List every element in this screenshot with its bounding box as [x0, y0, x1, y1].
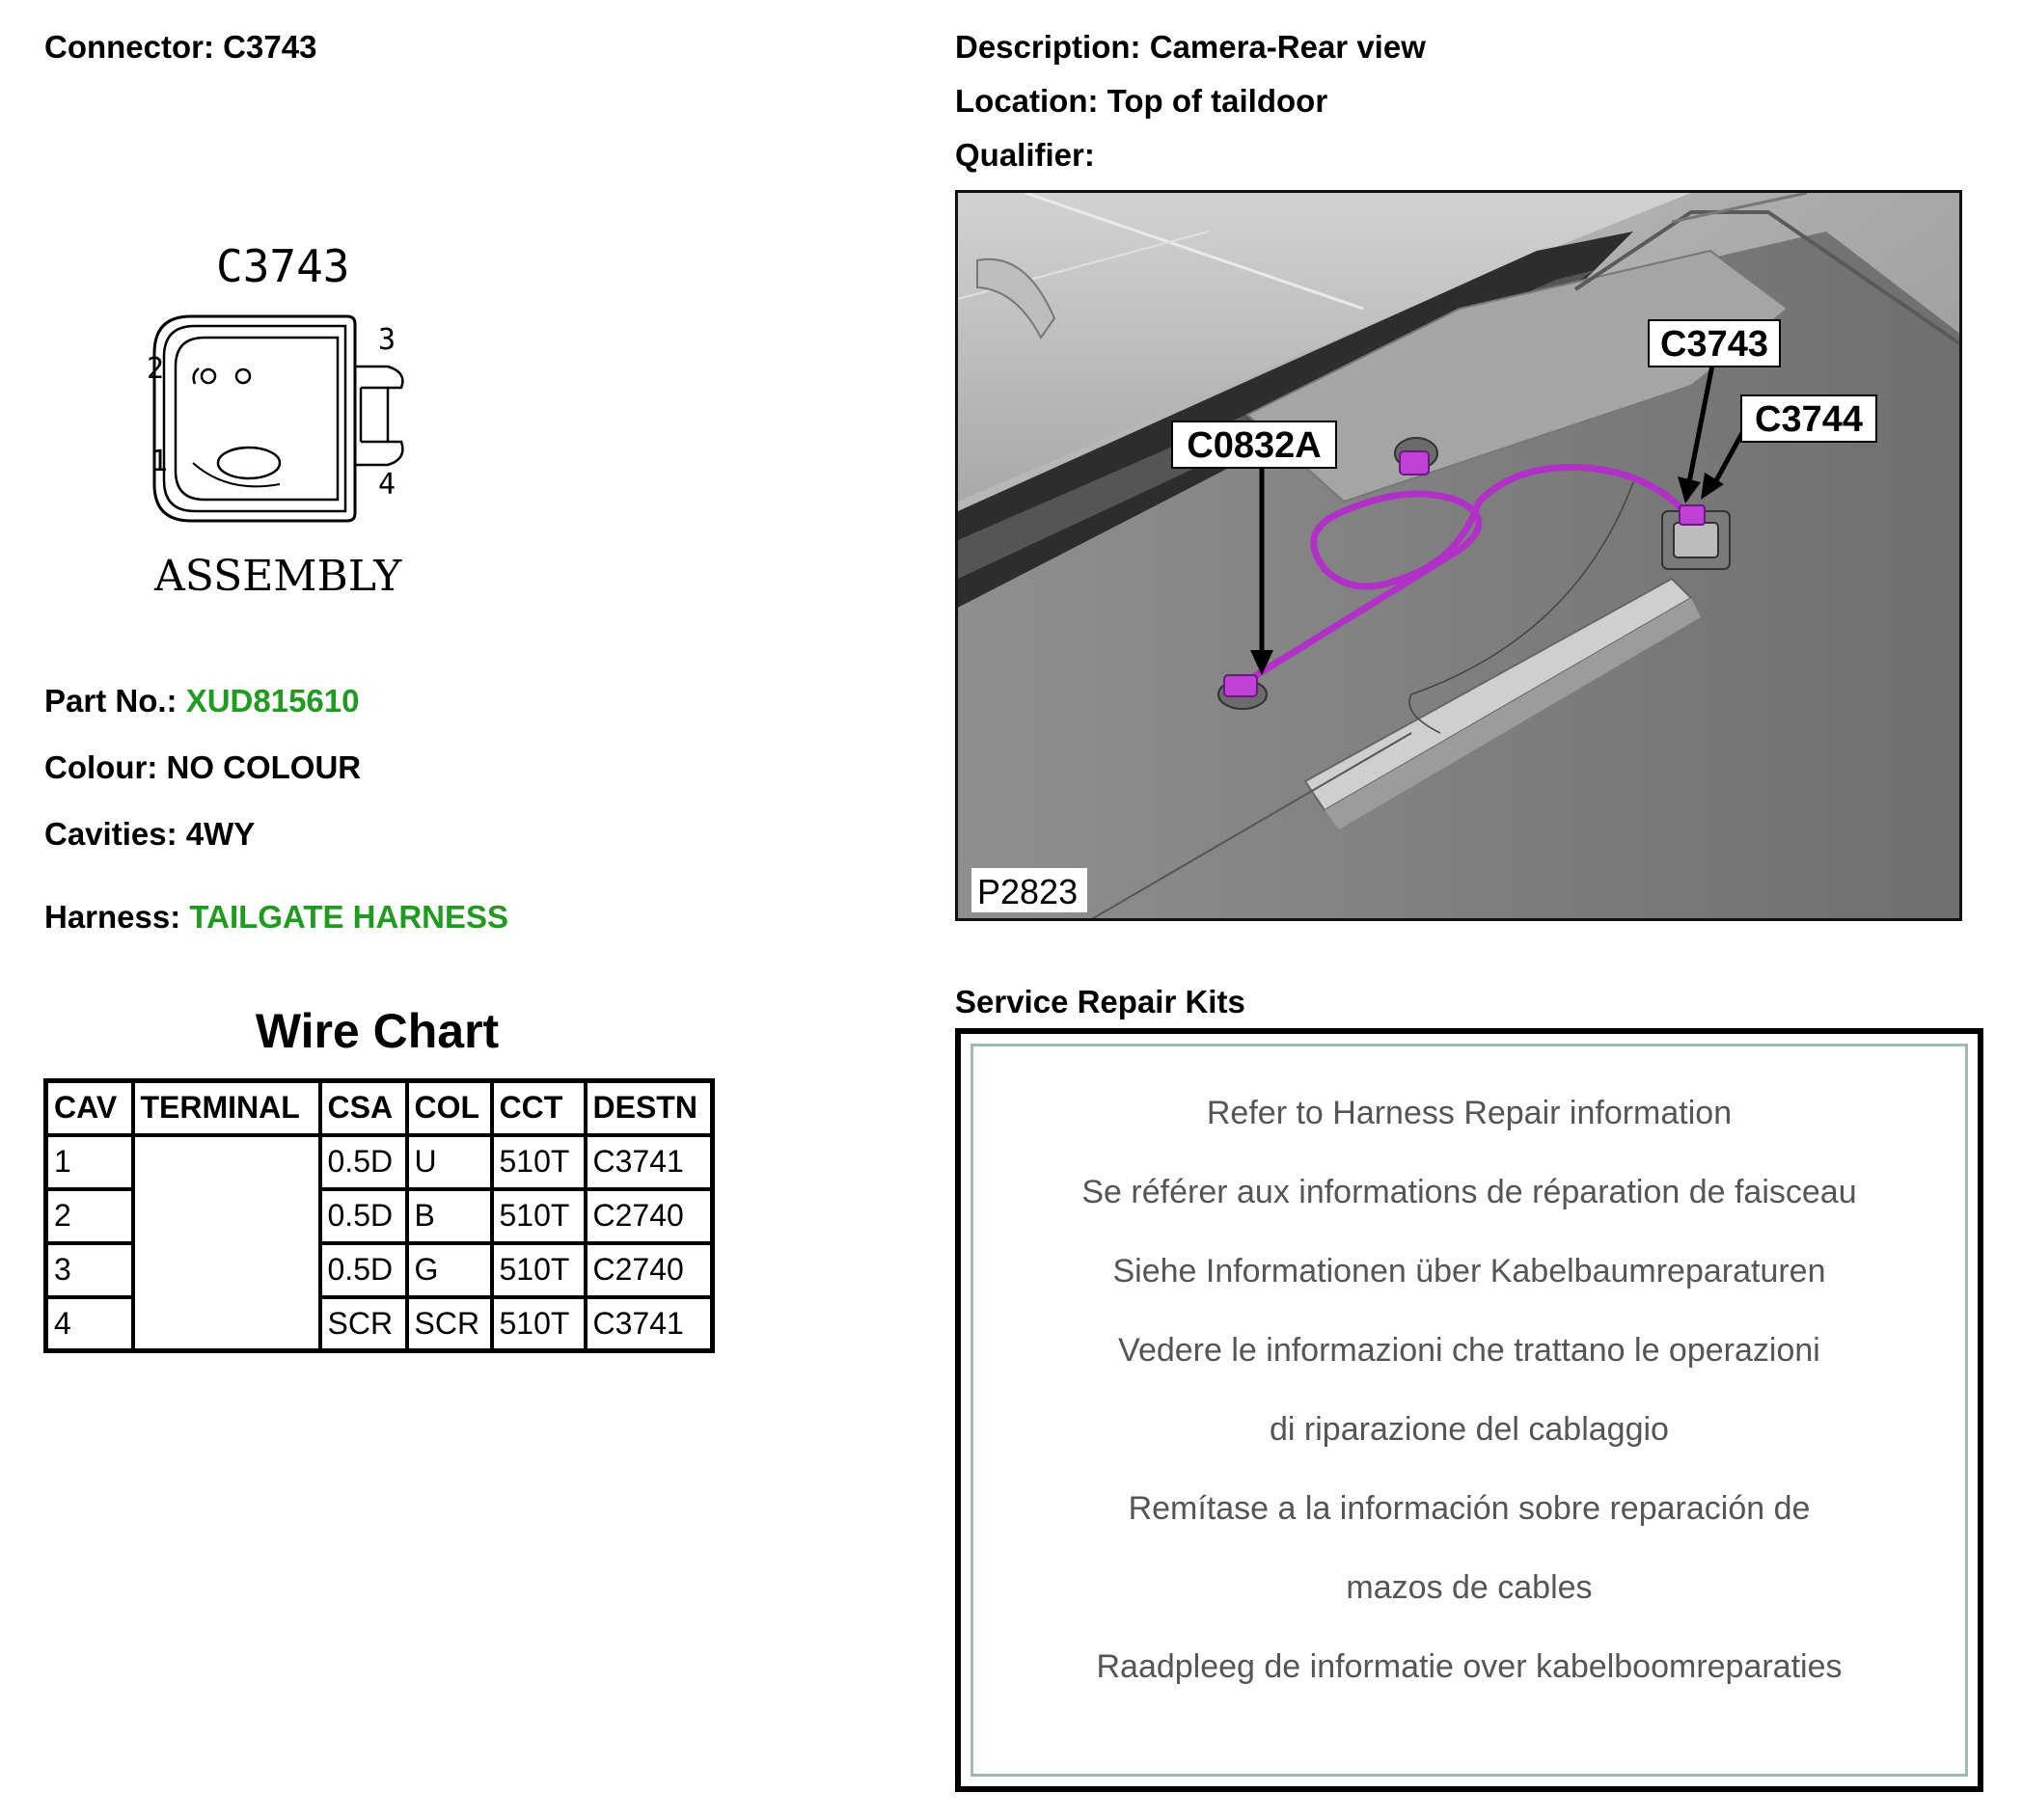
- cell-col: G: [407, 1243, 492, 1297]
- harness-row: [44, 899, 508, 936]
- header-csa: CSA: [320, 1081, 407, 1135]
- table-row: [46, 1243, 713, 1297]
- drawing-caption: ASSEMBLY: [154, 552, 402, 601]
- header-col: COL: [407, 1081, 492, 1135]
- connector-heading: [44, 29, 316, 66]
- cell-cav: 3: [46, 1243, 133, 1297]
- cell-cav: 1: [46, 1135, 133, 1189]
- wire-chart-table: [43, 1078, 715, 1353]
- cell-destn: C3741: [586, 1297, 713, 1351]
- cell-destn: C2740: [586, 1189, 713, 1243]
- cell-cct: 510T: [492, 1135, 586, 1189]
- latch: [355, 367, 402, 465]
- connector-value: C3743: [223, 29, 317, 65]
- service-repair-kits-inner: [970, 1044, 1968, 1777]
- cell-terminal: [133, 1297, 320, 1351]
- tailgate-illustration: [958, 193, 1962, 921]
- housing-outer: [154, 316, 355, 521]
- table-row: [46, 1189, 713, 1243]
- wire-chart-title: Wire Chart: [255, 1004, 500, 1058]
- cell-cav: 4: [46, 1297, 133, 1351]
- location-label: Location:: [955, 83, 1099, 119]
- description-heading: [955, 29, 1426, 66]
- pin-label-3: 3: [378, 323, 396, 357]
- srk-line-es-1: Remítase a la información sobre reparación de: [1128, 1490, 1811, 1527]
- part-number-label: Part No.:: [44, 683, 178, 719]
- cavities-label: Cavities:: [44, 816, 178, 852]
- illustration-ref: P2823: [977, 872, 1079, 911]
- srk-line-es-2: mazos de cables: [1346, 1569, 1593, 1606]
- part-number-link[interactable]: XUD815610: [185, 683, 360, 719]
- harness-link[interactable]: TAILGATE HARNESS: [189, 899, 509, 935]
- colour-value: NO COLOUR: [166, 749, 362, 785]
- cell-csa: 0.5D: [320, 1135, 407, 1189]
- description-label: Description:: [955, 29, 1141, 65]
- pin-label-4: 4: [378, 468, 396, 502]
- housing-inner: [164, 326, 345, 511]
- header-terminal: TERMINAL: [133, 1081, 320, 1135]
- cell-col: SCR: [407, 1297, 492, 1351]
- colour-row: [44, 749, 361, 786]
- pin-label-2: 2: [147, 352, 165, 386]
- connector-label: Connector:: [44, 29, 214, 65]
- drawing-title: C3743: [216, 240, 350, 292]
- connector-c0832a: [1224, 675, 1257, 696]
- service-repair-kits-box: [955, 1028, 1983, 1792]
- qualifier-label: Qualifier:: [955, 137, 1095, 173]
- callout-c3743: C3743: [1660, 324, 1768, 365]
- cell-terminal: [133, 1135, 320, 1189]
- cell-cct: 510T: [492, 1297, 586, 1351]
- cavities-row: [44, 816, 255, 853]
- cavities-value: 4WY: [185, 816, 256, 852]
- part-number-row: [44, 683, 359, 720]
- cavity-3: [236, 369, 250, 383]
- table-row: [46, 1297, 713, 1351]
- cell-destn: C3741: [586, 1135, 713, 1189]
- cavity-2: [202, 369, 215, 383]
- connector-c3743: [1680, 505, 1705, 525]
- connector-face-drawing: [135, 231, 444, 608]
- srk-line-it-1: Vedere le informazioni che trattano le operazioni: [1118, 1332, 1820, 1369]
- cell-cct: 510T: [492, 1189, 586, 1243]
- cell-csa: 0.5D: [320, 1189, 407, 1243]
- cell-cct: 510T: [492, 1243, 586, 1297]
- cell-csa: 0.5D: [320, 1243, 407, 1297]
- cell-destn: C2740: [586, 1243, 713, 1297]
- cell-col: U: [407, 1135, 492, 1189]
- srk-line-en: Refer to Harness Repair information: [1206, 1095, 1733, 1131]
- cell-terminal: [133, 1243, 320, 1297]
- pin-label-1: 1: [150, 445, 169, 478]
- colour-label: Colour:: [44, 749, 158, 785]
- srk-line-nl: Raadpleeg de informatie over kabelboomreparaties: [1096, 1648, 1843, 1685]
- srk-line-it-2: di riparazione del cablaggio: [1270, 1411, 1669, 1448]
- service-repair-kits-title: Service Repair Kits: [955, 984, 1245, 1019]
- callout-c3744: C3744: [1755, 399, 1863, 440]
- cell-cav: 2: [46, 1189, 133, 1243]
- cell-csa: SCR: [320, 1297, 407, 1351]
- header-cct: CCT: [492, 1081, 586, 1135]
- qualifier-heading: [955, 137, 1095, 174]
- cell-terminal: [133, 1189, 320, 1243]
- harness-label: Harness:: [44, 899, 181, 935]
- location-illustration: [955, 190, 1962, 921]
- header-destn: DESTN: [586, 1081, 713, 1135]
- srk-line-fr: Se référer aux informations de réparation de faisceau: [1081, 1174, 1857, 1210]
- cavity-1-4: [218, 448, 280, 478]
- table-row: [46, 1135, 713, 1189]
- housing-face: [176, 338, 338, 500]
- table-header-row: [46, 1081, 713, 1135]
- cell-col: B: [407, 1189, 492, 1243]
- srk-line-de: Siehe Informationen über Kabelbaumreparaturen: [1112, 1253, 1826, 1290]
- location-heading: [955, 83, 1327, 120]
- description-value: Camera-Rear view: [1149, 29, 1426, 65]
- location-value: Top of taildoor: [1107, 83, 1328, 119]
- callout-c0832a: C0832A: [1187, 425, 1322, 466]
- header-cav: CAV: [46, 1081, 133, 1135]
